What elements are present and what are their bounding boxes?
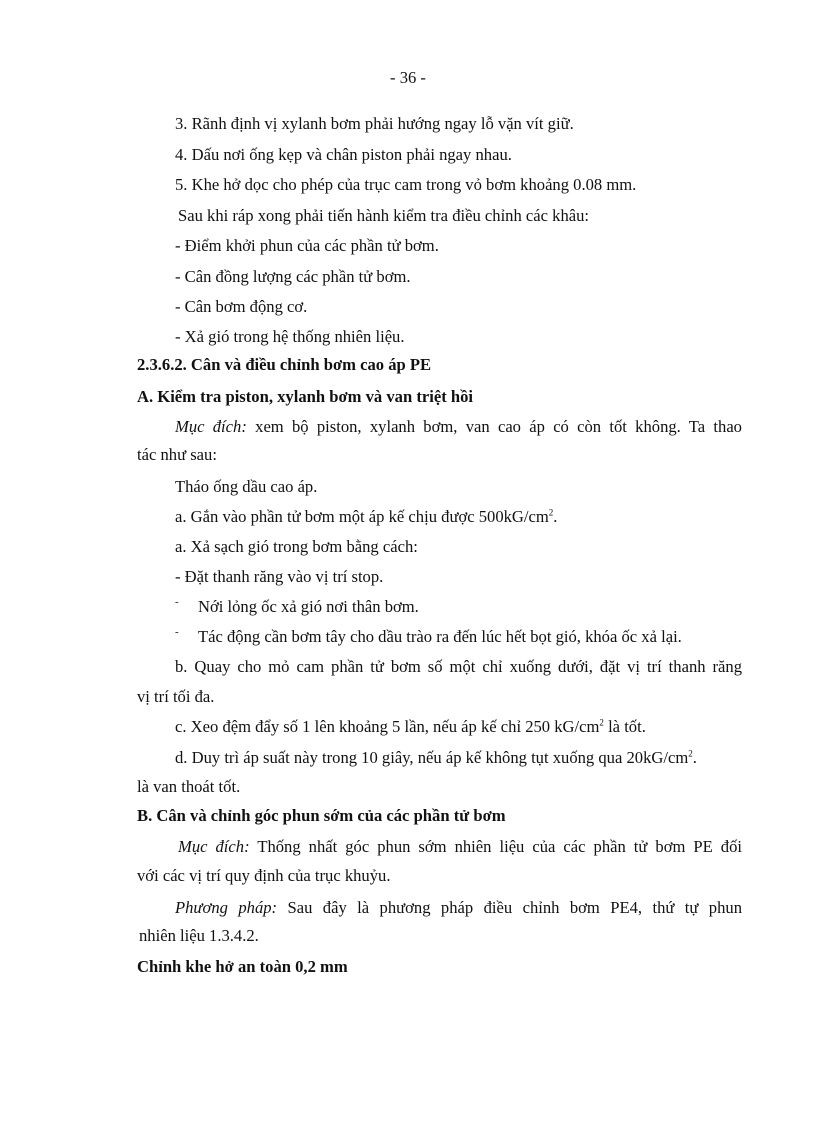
section-a-purpose-line-2: tác như sau: <box>137 445 217 464</box>
page-number: - 36 - <box>390 68 426 87</box>
check-item-4: - Xả gió trong hệ thống nhiên liệu. <box>175 327 405 346</box>
sub-step-2: Nới lỏng ốc xả gió nơi thân bơm. <box>198 597 419 616</box>
step-d-end: . <box>692 748 697 767</box>
step-a1-superscript: 2 <box>548 507 554 518</box>
purpose-text: Thống nhất góc phun sớm nhiên liệu của các phần tử bơm PE đối <box>257 837 742 856</box>
check-item-3: - Cân bơm động cơ. <box>175 297 308 316</box>
section-a-heading: A. Kiểm tra piston, xylanh bơm và van triệt hồi <box>137 387 473 406</box>
step-d-line-2: là van thoát tốt. <box>137 777 241 796</box>
section-b-method-line-1 <box>175 898 742 918</box>
step-a1 <box>175 507 557 527</box>
final-heading: Chỉnh khe hở an toàn 0,2 mm <box>137 957 348 976</box>
step-d-text: d. Duy trì áp suất này trong 10 giây, nếu áp kế không tụt xuống qua 20kG/cm <box>175 748 689 767</box>
sub-step-3: Tác động cần bơm tây cho dầu trào ra đến lúc hết bọt gió, khóa ốc xả lại. <box>198 627 682 646</box>
step-b-line-1: b. Quay cho mỏ cam phần tử bơm số một chỉ xuống dưới, đặt vị trí thanh răng <box>175 657 742 676</box>
step-c-text: c. Xeo đệm đẩy số 1 lên khoảng 5 lần, nếu áp kế chỉ 250 kG/cm <box>175 717 600 736</box>
section-heading: 2.3.6.2. Cân và điều chỉnh bơm cao áp PE <box>137 355 432 374</box>
list-item-4: 4. Dấu nơi ống kẹp và chân piston phải ngay nhau. <box>175 145 512 164</box>
purpose-label: Mục đích: <box>175 417 247 436</box>
purpose-text: xem bộ piston, xylanh bơm, van cao áp có còn tốt không. Ta thao <box>255 417 742 436</box>
sub-step-2-marker: - <box>175 596 179 608</box>
step-a2: a. Xả sạch gió trong bơm bằng cách: <box>175 537 418 556</box>
sub-step-3-marker: - <box>175 626 179 638</box>
method-label: Phương pháp: <box>175 898 278 917</box>
section-b-method-line-2: nhiên liệu 1.3.4.2. <box>139 926 259 945</box>
section-a-purpose-line-1 <box>175 417 742 437</box>
step-c <box>175 717 646 737</box>
sub-step-1: - Đặt thanh răng vào vị trí stop. <box>175 567 384 586</box>
step-a1-text: a. Gắn vào phần tử bơm một áp kế chịu được 500kG/cm <box>175 507 549 526</box>
section-b-purpose-line-1 <box>178 837 742 857</box>
step-b-line-2: vị trí tối đa. <box>137 687 215 706</box>
purpose-label: Mục đích: <box>178 837 250 856</box>
check-intro: Sau khi ráp xong phải tiến hành kiểm tra điều chỉnh các khâu: <box>178 206 590 225</box>
step-d-superscript: 2 <box>688 748 693 759</box>
step-d-line-1 <box>175 748 697 768</box>
section-b-heading: B. Cân và chỉnh góc phun sớm của các phần tử bơm <box>137 806 506 825</box>
step-remove-pipe: Tháo ống dầu cao áp. <box>175 477 318 496</box>
check-item-1: - Điểm khởi phun của các phần tử bơm. <box>175 236 439 255</box>
list-item-5: 5. Khe hở dọc cho phép của trục cam trong vỏ bơm khoảng 0.08 mm. <box>175 175 637 194</box>
step-a1-end: . <box>553 507 558 526</box>
list-item-3: 3. Rãnh định vị xylanh bơm phải hướng ngay lỗ vặn vít giữ. <box>175 114 574 133</box>
step-c-end: là tốt. <box>603 717 646 736</box>
step-c-superscript: 2 <box>599 717 604 728</box>
check-item-2: - Cân đồng lượng các phần tử bơm. <box>175 267 411 286</box>
method-text: Sau đây là phương pháp điều chỉnh bơm PE4, thứ tự phun <box>287 898 742 917</box>
section-b-purpose-line-2: với các vị trí quy định của trục khuỷu. <box>137 866 391 885</box>
